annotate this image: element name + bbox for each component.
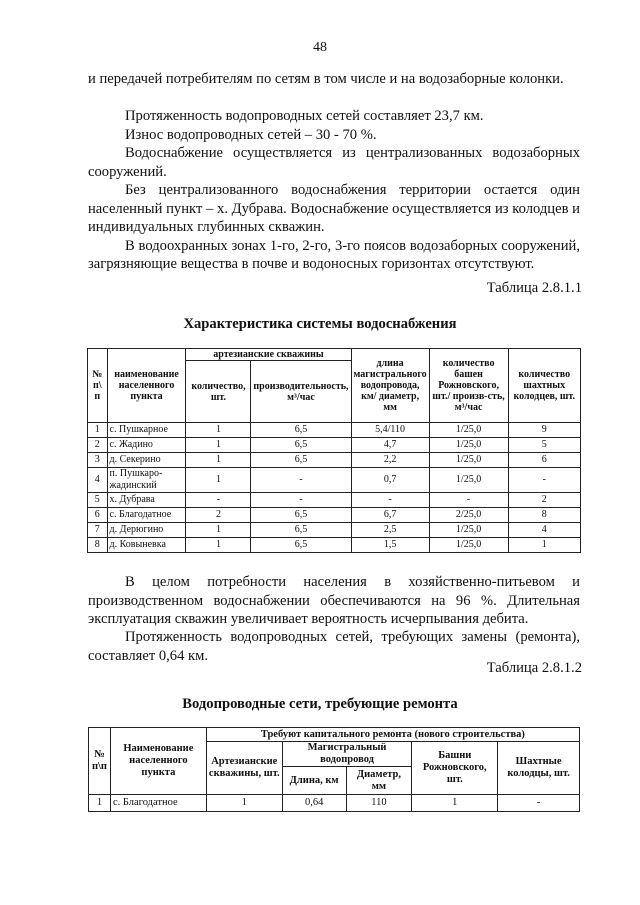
paragraph-7: В целом потребности населения в хозяйственно-питьевом и производственном водоснабжении обеспечиваются на 96 %. Длительная эксплуатация скважин увеличивает вероятность исчерпывания дебита. (88, 574, 580, 627)
table-cell: 1 (186, 468, 251, 493)
table-cell: 6,5 (251, 453, 351, 468)
water-supply-table (87, 348, 581, 553)
table-cell: с. Благодатное (110, 795, 206, 812)
table-cell: 6 (508, 453, 581, 468)
table-cell: 9 (508, 423, 581, 438)
t1-header-length: длина магистрального водопровода, км/ диаметр, мм (351, 349, 429, 423)
t1-header-productivity: производительность, м³/час (251, 361, 351, 423)
table-cell: 2,2 (351, 453, 429, 468)
table-cell: 1 (186, 523, 251, 538)
table-cell: - (508, 468, 581, 493)
t1-header-towers: количество башен Рожновского, шт./ произв-сть, м³/час (429, 349, 508, 423)
table-cell: - (351, 493, 429, 508)
table-cell: 4 (508, 523, 581, 538)
table-cell: 2/25,0 (429, 508, 508, 523)
t2-header-name: Наименование населенного пункта (110, 728, 206, 795)
table-cell: 1/25,0 (429, 538, 508, 553)
t1-header-wells-count: количество, шт. (186, 361, 251, 423)
t2-header-shaft: Шахтные колодцы, шт. (498, 742, 580, 795)
table-cell: 110 (346, 795, 412, 812)
table-cell: - (498, 795, 580, 812)
t2-header-wells: Артезианские скважины, шт. (206, 742, 282, 795)
table-cell: 1/25,0 (429, 438, 508, 453)
table-cell: 1 (186, 438, 251, 453)
table-cell: 1 (412, 795, 498, 812)
table-cell: 1 (186, 538, 251, 553)
table-cell: д. Секерино (107, 453, 186, 468)
table-cell: 1/25,0 (429, 453, 508, 468)
t2-header-group: Требуют капитального ремонта (нового строительства) (206, 728, 579, 742)
table-cell: 2 (88, 438, 108, 453)
table-row (88, 508, 581, 523)
table-cell: п. Пушкаро-жадинский (107, 468, 186, 493)
table-row (88, 468, 581, 493)
paragraph-1: и передачей потребителям по сетям в том числе и на водозаборные колонки. (88, 71, 564, 87)
t1-header-shaft-wells: количество шахтных колодцев, шт. (508, 349, 581, 423)
table-cell: 1/25,0 (429, 468, 508, 493)
t1-header-num: № п\ п (88, 349, 108, 423)
table-row (89, 795, 580, 812)
table-cell: с. Пушкарное (107, 423, 186, 438)
table-cell: 6,5 (251, 438, 351, 453)
table2-title: Водопроводные сети, требующие ремонта (182, 696, 458, 712)
t2-header-towers: Башни Рожновского, шт. (412, 742, 498, 795)
table1-title: Характеристика системы водоснабжения (183, 316, 457, 332)
table-cell: 1 (206, 795, 282, 812)
table-row (88, 438, 581, 453)
table-cell: х. Дубрава (107, 493, 186, 508)
paragraph-2: Протяженность водопроводных сетей составляет 23,7 км. (125, 108, 484, 124)
table-row (88, 538, 581, 553)
table-cell: 8 (508, 508, 581, 523)
table-cell: д. Ковыневка (107, 538, 186, 553)
table-cell: - (251, 493, 351, 508)
table-cell: 5 (88, 493, 108, 508)
t1-body (88, 423, 581, 553)
table-cell: 4,7 (351, 438, 429, 453)
table-cell: 6,7 (351, 508, 429, 523)
page-number: 48 (313, 40, 327, 55)
table-cell: 0,64 (282, 795, 346, 812)
table-cell: 5 (508, 438, 581, 453)
table-row (88, 523, 581, 538)
t2-body (89, 795, 580, 812)
table-cell: 3 (88, 453, 108, 468)
paragraph-3: Износ водопроводных сетей – 30 - 70 %. (125, 126, 377, 143)
paragraph-6: В водоохранных зонах 1-го, 2-го, 3-го поясов водозаборных сооружений, загрязняющие вещества в почве и водоносных горизонтах отсутствуют. (88, 237, 580, 272)
table-cell: 1 (186, 453, 251, 468)
table-cell: с. Благодатное (107, 508, 186, 523)
table-cell: 6,5 (251, 538, 351, 553)
paragraph-5: Без централизованного водоснабжения территории остается один населенный пункт – х. Дубрава. Водоснабжение осуществляется из колодцев и индивидуальных глубинных скважин. (88, 182, 580, 235)
table-cell: - (429, 493, 508, 508)
t2-header-main: Магистральный водопровод (282, 742, 412, 767)
table-cell: 6,5 (251, 423, 351, 438)
table-cell: 7 (88, 523, 108, 538)
table-cell: 2 (508, 493, 581, 508)
table-row (88, 453, 581, 468)
table-cell: 1 (88, 423, 108, 438)
table-row (88, 423, 581, 438)
t2-header-length: Длина, км (282, 767, 346, 795)
table-cell: 5,4/110 (351, 423, 429, 438)
t2-header-num: № п\п (89, 728, 111, 795)
table-cell: 2,5 (351, 523, 429, 538)
table-cell: 4 (88, 468, 108, 493)
table-cell: 6 (88, 508, 108, 523)
table-cell: 1/25,0 (429, 423, 508, 438)
paragraph-8: Протяженность водопроводных сетей, требующих замены (ремонта), составляет 0,64 км. (88, 629, 580, 664)
table-cell: 1 (89, 795, 111, 812)
table-cell: 6,5 (251, 508, 351, 523)
t2-header-diameter: Диаметр, мм (346, 767, 412, 795)
table-cell: 6,5 (251, 523, 351, 538)
table1-label: Таблица 2.8.1.1 (486, 280, 582, 296)
t1-header-name: наименование населенного пункта (107, 349, 186, 423)
table-cell: 1/25,0 (429, 523, 508, 538)
table-cell: 1,5 (351, 538, 429, 553)
table-cell: 2 (186, 508, 251, 523)
table-cell: 0,7 (351, 468, 429, 493)
table-cell: 8 (88, 538, 108, 553)
table-cell: - (251, 468, 351, 493)
t1-header-wells-group: артезианские скважины (186, 349, 351, 361)
table-cell: с. Жадино (107, 438, 186, 453)
table2-label: Таблица 2.8.1.2 (486, 660, 582, 676)
table-cell: 1 (508, 538, 581, 553)
table-row (88, 493, 581, 508)
paragraph-4: Водоснабжение осуществляется из централизованных водозаборных сооружений. (88, 145, 580, 180)
table-cell: - (186, 493, 251, 508)
table-cell: 1 (186, 423, 251, 438)
table-cell: д. Дерюгино (107, 523, 186, 538)
repair-table (88, 727, 580, 812)
